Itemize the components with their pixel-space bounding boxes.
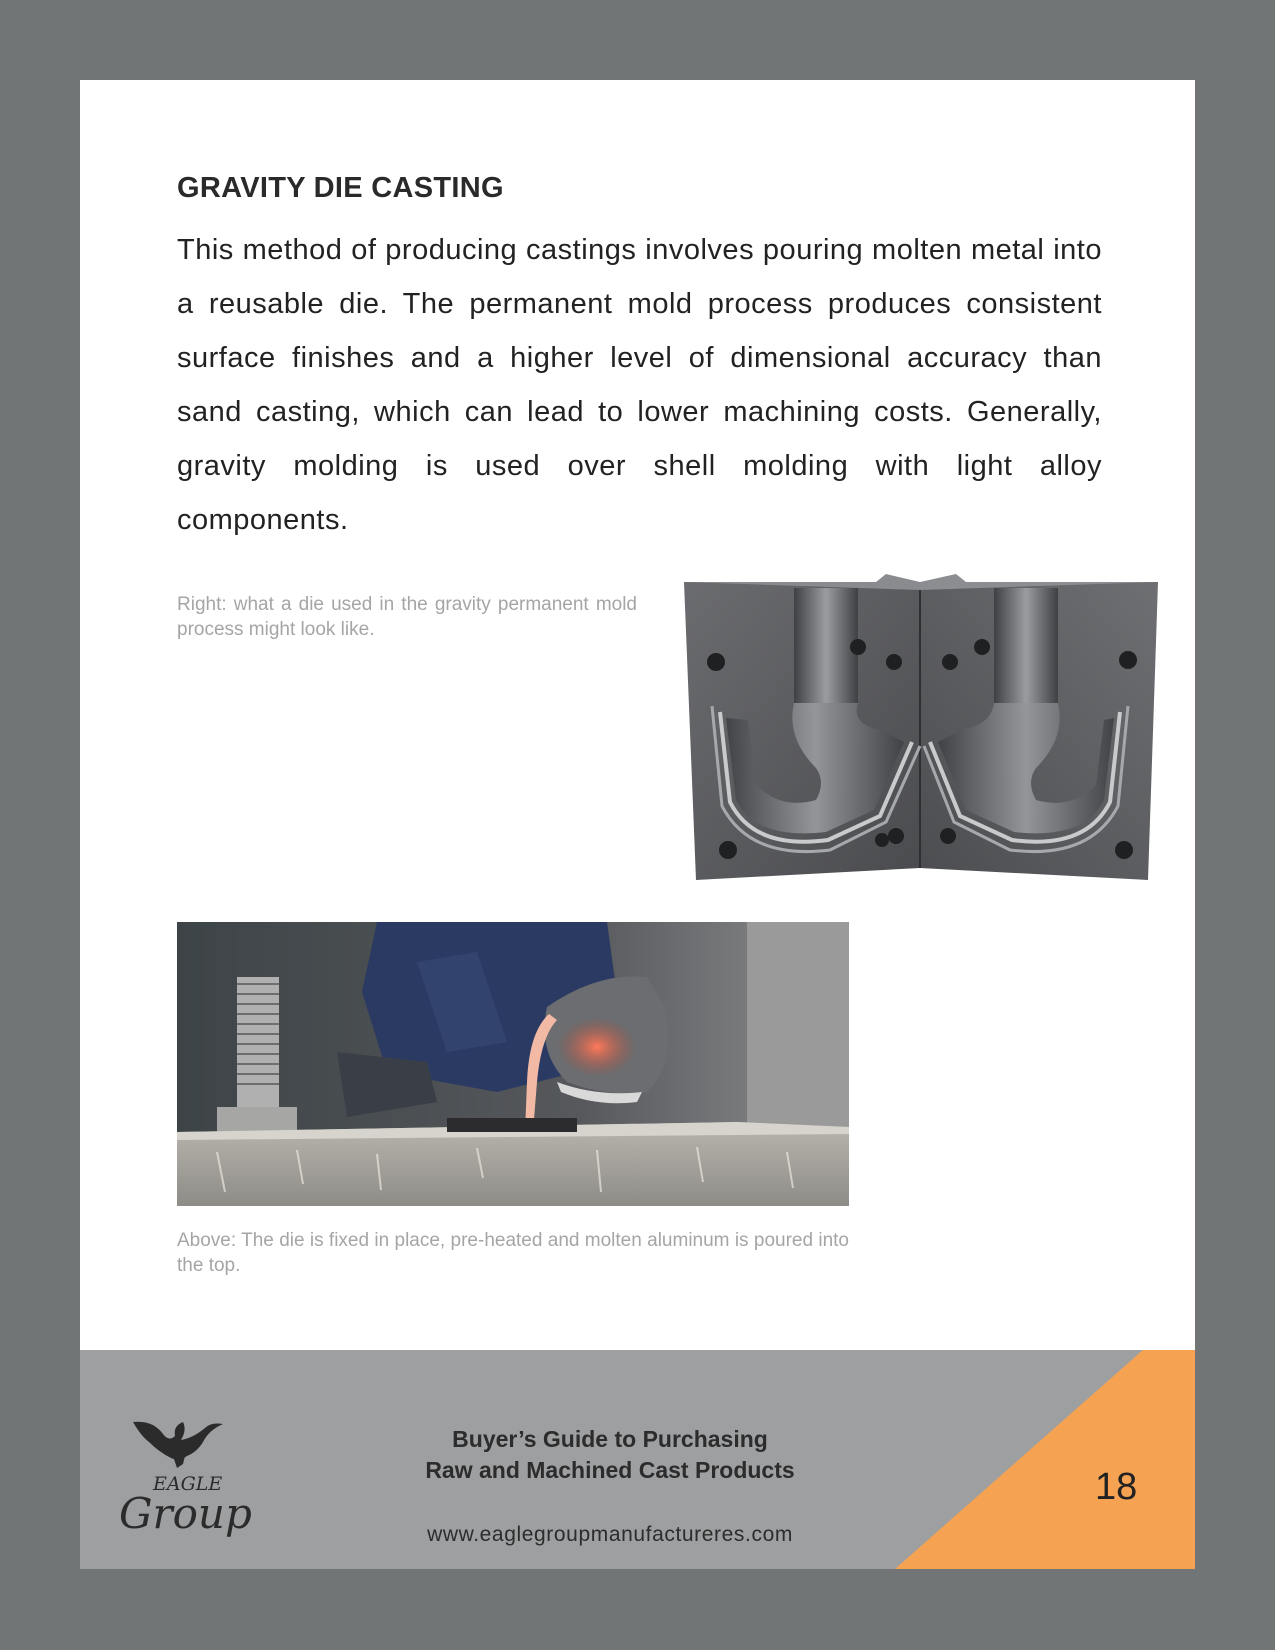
die-caption: Right: what a die used in the gravity permanent mold process might look like. [177, 594, 637, 640]
pouring-caption: Above: The die is fixed in place, pre-heated and molten aluminum is poured into the top. [177, 1230, 849, 1276]
website-url: www.eaglegroupmanufactureres.com [427, 1523, 793, 1546]
guide-title [380, 1424, 840, 1486]
svg-text:EAGLE: EAGLE [153, 1473, 223, 1495]
page-number: 18 [1095, 1466, 1138, 1508]
eagle-group-logo [113, 1412, 283, 1552]
section-heading: GRAVITY DIE CASTING [177, 172, 504, 204]
pouring-aluminum-photo [177, 922, 849, 1206]
die-mold-photo [676, 570, 1164, 882]
page-footer [80, 1350, 1195, 1569]
document-page [80, 80, 1195, 1569]
section-body: This method of producing castings involves pouring molten metal into a reusable die. The permanent mold process produces consistent surface finishes and a higher level of dimensional accuracy than sand casting, which can lead to lower machining costs. Generally, gravity molding is used over shell molding with light alloy components. [177, 234, 1102, 536]
eagle-icon [133, 1422, 223, 1468]
svg-text:Group: Group [119, 1489, 252, 1538]
guide-title-line1: Buyer’s Guide to Purchasing [452, 1426, 768, 1452]
guide-title-line2: Raw and Machined Cast Products [425, 1457, 795, 1483]
